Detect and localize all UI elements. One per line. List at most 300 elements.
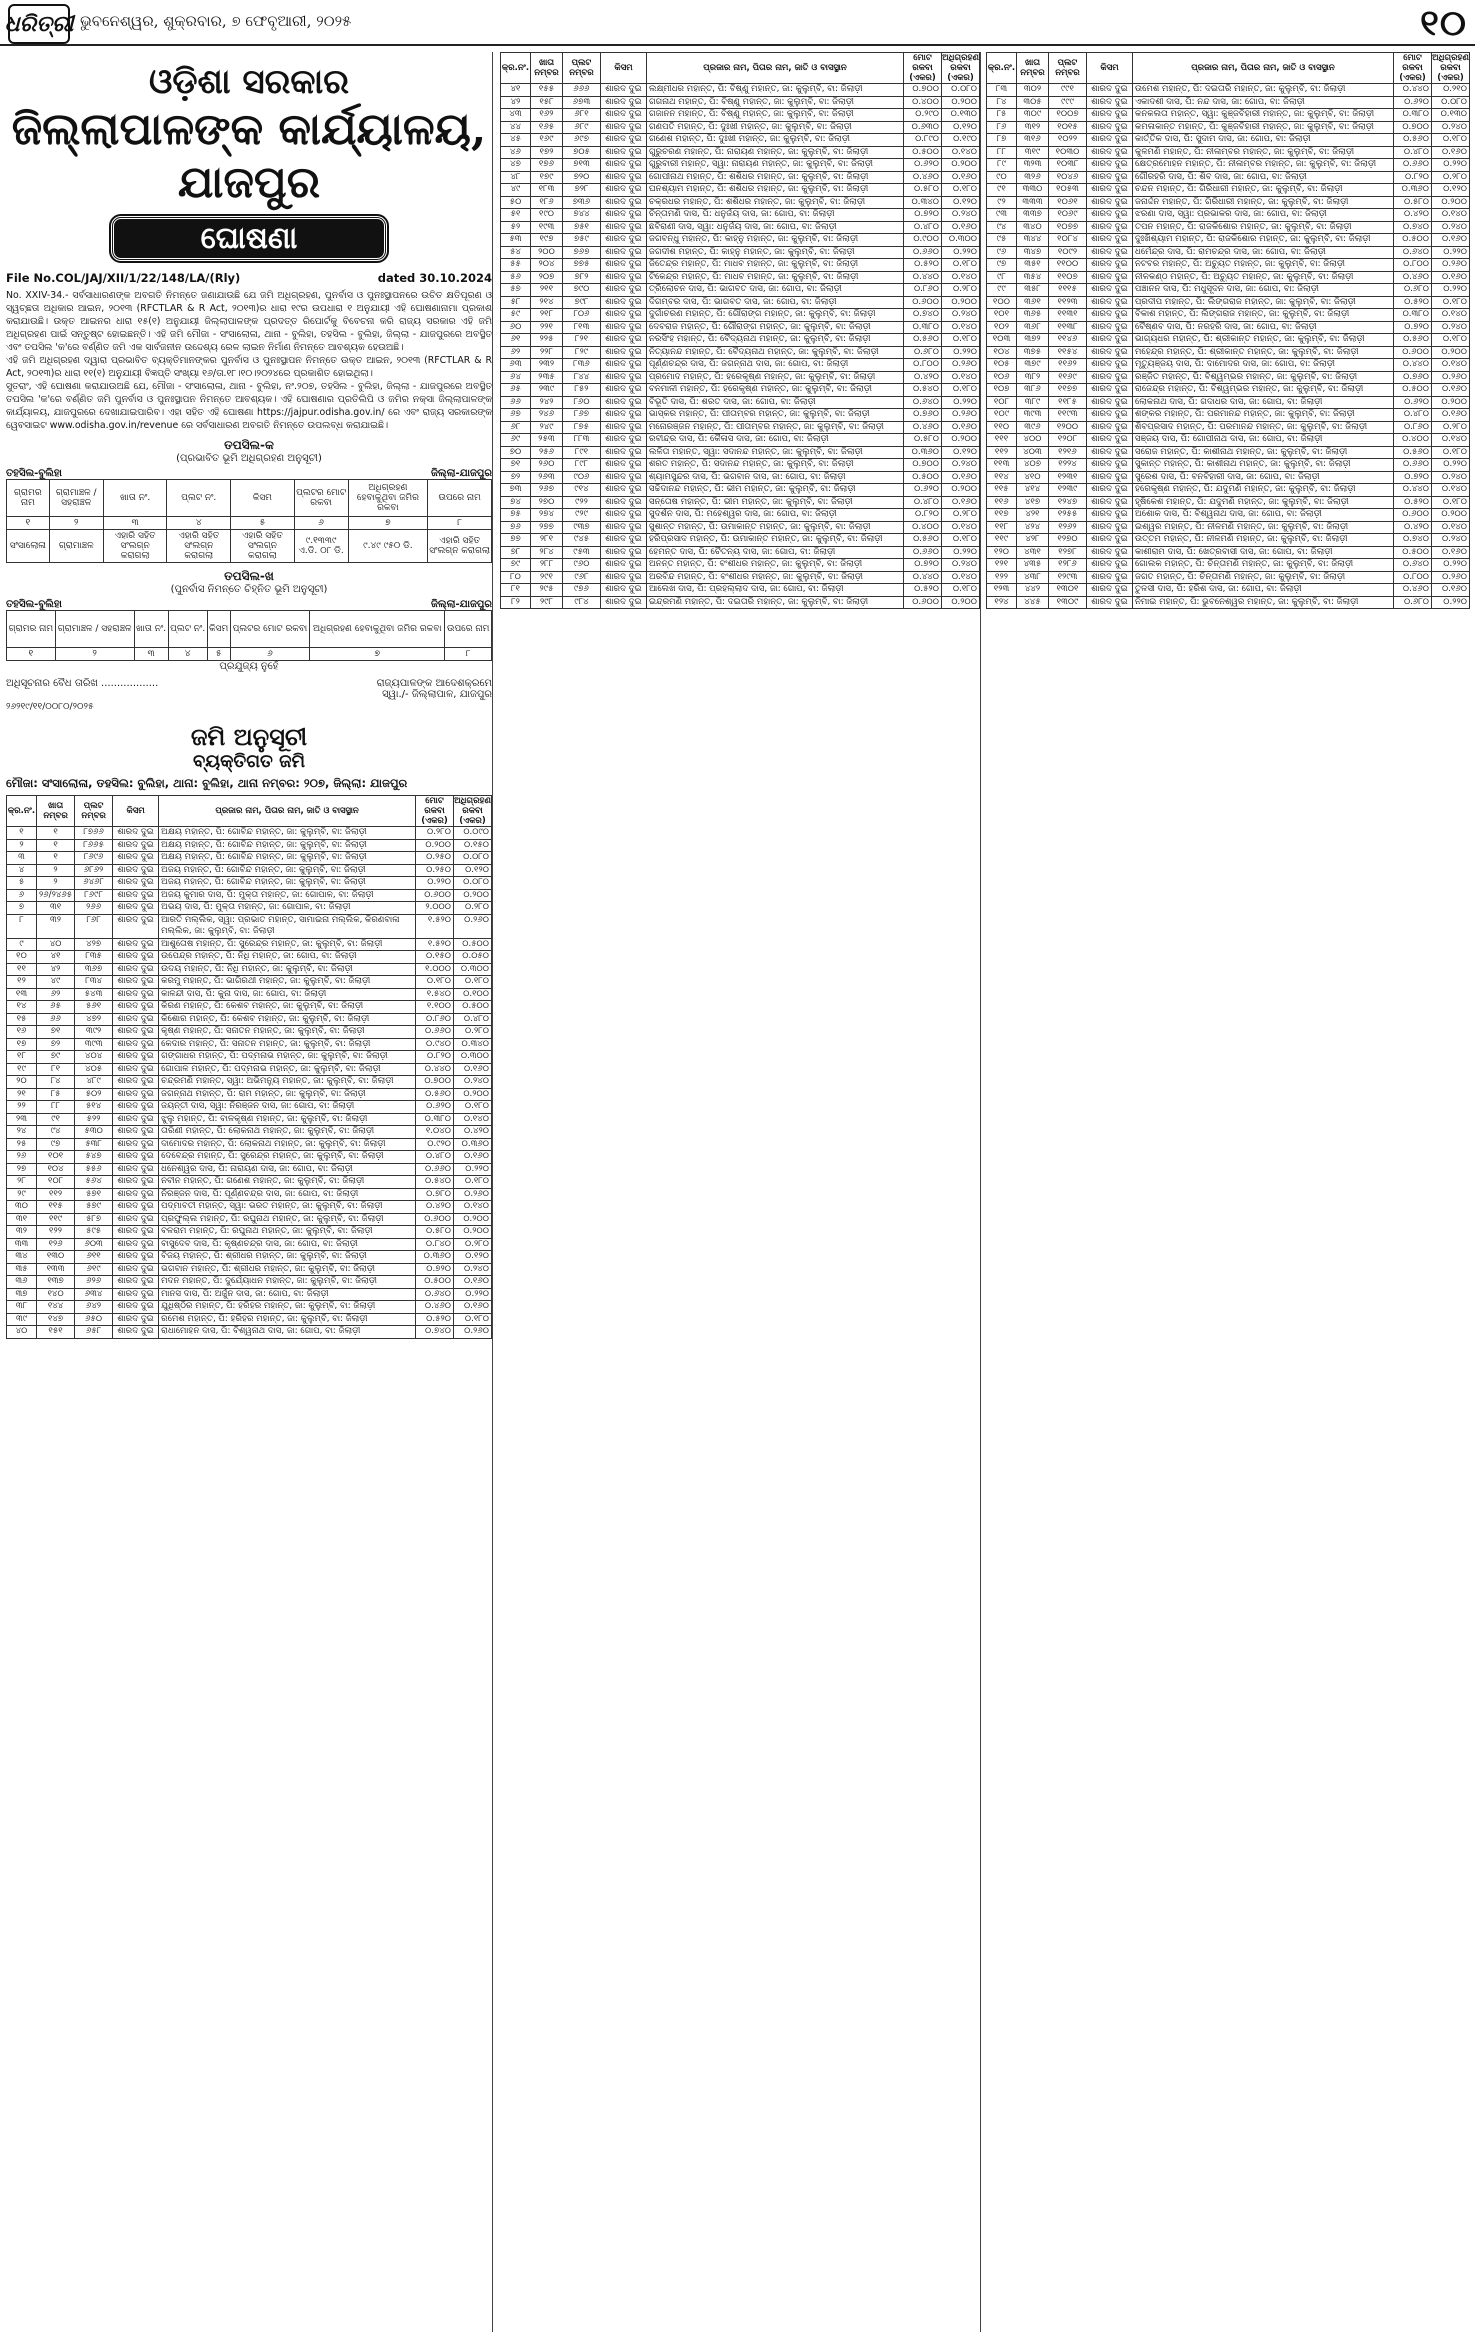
land-cell: ଗୋପୀନାଥ ମହାନ୍ତ, ପି: ଶଶିଧର ମହାନ୍ତ, ଜା: କୁଲୁମ୍ବି, ବା: ଜିଲାଡ଼ୀ bbox=[647, 171, 904, 184]
land-cell: ୧୦୦ bbox=[987, 296, 1017, 309]
land-cell: କାର୍ତ୍ତିକ ଦାସ, ପି: ସୁଦାମ ଦାସ, ଜା: ଗୋପ, ବା: ଜିଲାଡ଼ୀ bbox=[1133, 134, 1394, 147]
land-row bbox=[7, 1101, 492, 1114]
land-cell: ଗଣପତି ମହାନ୍ତ, ପି: ଦୁଃଖୀ ମହାନ୍ତ, ଜା: କୁଲୁମ୍ବି, ବା: ଜିଲାଡ଼ୀ bbox=[647, 121, 904, 134]
land-cell: ୮୨ bbox=[501, 596, 531, 609]
land-row bbox=[501, 271, 980, 284]
land-cell: ୯୨୯ bbox=[563, 509, 601, 522]
land-row bbox=[7, 1001, 492, 1014]
land-cell: ଶାରଦ ଦୁଇ bbox=[601, 596, 647, 609]
land-cell: ଝରଣା ଦାସ, ସ୍ୱା: ପ୍ରଭାକର ଦାସ, ଜା: ଗୋପ, ବା: ଜିଲାଡ଼ୀ bbox=[1133, 209, 1394, 222]
land-cell: ୧୮ bbox=[7, 1051, 37, 1064]
land-cell: ଇଶ୍ୱର ମହାନ୍ତ, ପି: ନୀଳମଣି ମହାନ୍ତ, ଜା: କୁଲୁମ୍ବି, ବା: ଜିଲାଡ଼ୀ bbox=[1133, 521, 1394, 534]
land-cell: ୫୯ bbox=[501, 309, 531, 322]
land-cell: ୧୫୧ bbox=[37, 1326, 75, 1339]
land-cell: ୦.୧୬୦ bbox=[1432, 146, 1470, 159]
land-row bbox=[987, 196, 1470, 209]
land-row bbox=[987, 259, 1470, 272]
land-cell: ୦.୩୦୦ bbox=[454, 963, 492, 976]
land-cell: ୦.୨୪୦ bbox=[1432, 471, 1470, 484]
land-cell: ଅକ୍ଷୟ ମହାନ୍ତ, ପି: ଗୋବିନ୍ଦ ମହାନ୍ତ, ଜା: କୁଲୁମ୍ବି, ବା: ଜିଲାଡ଼ୀ bbox=[159, 852, 416, 865]
land-row bbox=[7, 1213, 492, 1226]
land-cell: ଶାରଦ ଦୁଇ bbox=[601, 346, 647, 359]
land-cell: ୫୮୭ bbox=[75, 1213, 113, 1226]
land-cell: ଦିଗମ୍ବର ଦାସ, ପି: ଭାଗବତ ଦାସ, ଜା: ଗୋପ, ବା: ଜିଲାଡ଼ୀ bbox=[647, 296, 904, 309]
table-header-row bbox=[7, 480, 492, 517]
reference-number: ୨୬୨୧୯/୧୧/୦୦୮୦/୨୦୨୫ bbox=[6, 702, 94, 712]
land-cell: ୬୦ bbox=[501, 321, 531, 334]
land-cell: ୮୫ bbox=[37, 1088, 75, 1101]
land-cell: ଶାରଦ ଦୁଇ bbox=[113, 1251, 159, 1264]
land-cell: ୭୨୮ bbox=[563, 184, 601, 197]
land-cell: ୦.୯୨୦ bbox=[416, 1138, 454, 1151]
land-cell: ୦.୨୪୦ bbox=[454, 1076, 492, 1089]
land-cell: ୮୫୨ bbox=[563, 384, 601, 397]
land-cell: ୦.୭୦୦ bbox=[904, 84, 942, 97]
land-cell: ୦.୧୮୦ bbox=[454, 1101, 492, 1114]
land-row bbox=[501, 96, 980, 109]
land-cell: ୯୪ bbox=[37, 1126, 75, 1139]
land-cell: ୪୦୪ bbox=[75, 1051, 113, 1064]
land-cell: ୨୧୮ bbox=[531, 309, 563, 322]
land-cell: ୦.୧୪୦ bbox=[942, 146, 980, 159]
land-cell: ୫୪ bbox=[501, 246, 531, 259]
land-cell: କାଶୀରାମ ଦାସ, ପି: ଖେତ୍ରବାସୀ ଦାସ, ଜା: ଗୋପ, ବା: ଜିଲାଡ଼ୀ bbox=[1133, 546, 1394, 559]
land-cell: ଆରତି ମଲ୍ଲିକ, ସ୍ୱା: ପ୍ରଭାତ ମହାନ୍ତ, ସାମାଇନା ମଲ୍ଲିକ, କିରଣବାଳା ମଲ୍ଲିକ, ଜା: କୁଲୁମ୍ବି, ବା: ଜିଲାଡ଼ୀ bbox=[159, 914, 416, 938]
land-cell: ୫୪୭ bbox=[75, 1151, 113, 1164]
column-header: ଖାତା ନଂ. bbox=[134, 611, 168, 648]
land-cell: ଅଭୟ ଦାସ, ପି: ମୁକ୍ତା ମହାନ୍ତ, ଜା: ଗୋପାଳ, ବା: ଜିଲାଡ଼ୀ bbox=[159, 902, 416, 915]
signature-line-1: ରାଜ୍ୟପାଳଙ୍କ ଆଦେଶକ୍ରମେ bbox=[376, 678, 492, 689]
column-header: ପ୍ଲଟ ନଂ. bbox=[167, 480, 231, 517]
land-cell: ୦.୨୪୦ bbox=[942, 559, 980, 572]
land-row bbox=[987, 146, 1470, 159]
land-cell: ୧୨୦ bbox=[987, 546, 1017, 559]
land-cell: ୦.୨୨୦ bbox=[1432, 159, 1470, 172]
land-cell: ୨୪୬ bbox=[531, 409, 563, 422]
land-row bbox=[987, 321, 1470, 334]
land-cell: ୧୯୦ bbox=[531, 209, 563, 222]
land-cell: ୨୪୯ bbox=[531, 421, 563, 434]
land-row bbox=[7, 864, 492, 877]
land-cell: ୯୯ bbox=[987, 284, 1017, 297]
land-cell: ୦.୬୦୦ bbox=[1394, 346, 1432, 359]
land-cell: ୪୧ bbox=[37, 951, 75, 964]
land-cell: ଶାରଦ ଦୁଇ bbox=[1087, 259, 1133, 272]
land-cell: ଶାରଦ ଦୁଇ bbox=[1087, 109, 1133, 122]
land-cell: ୪୬ bbox=[501, 146, 531, 159]
land-row bbox=[501, 446, 980, 459]
land-row bbox=[501, 409, 980, 422]
land-cell: ୫ bbox=[7, 877, 37, 890]
land-cell: ଶାରଦ ଦୁଇ bbox=[113, 852, 159, 865]
land-cell: ଶାରଦ ଦୁଇ bbox=[601, 571, 647, 584]
land-cell: ୦.୬୨୦ bbox=[904, 159, 942, 172]
land-cell: ଶାରଦ ଦୁଇ bbox=[113, 839, 159, 852]
land-row bbox=[987, 221, 1470, 234]
land-cell: ଶାରଦ ଦୁଇ bbox=[1087, 484, 1133, 497]
file-date: dated 30.10.2024 bbox=[377, 271, 492, 285]
land-cell: ୮୩୪ bbox=[75, 976, 113, 989]
land-cell: ୦.୮୨୦ bbox=[416, 1051, 454, 1064]
land-cell: ପ୍ରଦୀପ ମହାନ୍ତ, ପି: ଲିଙ୍ଗରାଜ ମହାନ୍ତ, ଜା: କୁଲୁମ୍ବି, ବା: ଜିଲାଡ଼ୀ bbox=[1133, 296, 1394, 309]
land-cell: ୯୯୧ bbox=[1049, 84, 1087, 97]
land-cell: ୦.୨୨୦ bbox=[942, 346, 980, 359]
land-cell: ଶାରଦ ଦୁଇ bbox=[113, 963, 159, 976]
land-cell: ୦.୨୬୦ bbox=[942, 409, 980, 422]
land-column-3 bbox=[986, 52, 1470, 2332]
column-number: ୧ bbox=[7, 648, 56, 661]
land-cell: ନରସିଂହ ମହାନ୍ତ, ପି: ବୈଦ୍ୟନାଥ ମହାନ୍ତ, ଜା: କୁଲୁମ୍ବି, ବା: ଜିଲାଡ଼ୀ bbox=[647, 334, 904, 347]
land-cell: ଶାରଦ ଦୁଇ bbox=[113, 1288, 159, 1301]
land-cell: ୪୮ bbox=[501, 171, 531, 184]
notice-body: No. XXIV-34.- ସର୍ବସାଧାରଣଙ୍କ ଅବଗତି ନିମନ୍ତେ ଜଣାଯାଉଛି ଯେ ଜମି ଅଧିଗ୍ରହଣ, ପୁନର୍ବାସ ଓ ପୁନଃସ୍ଥାପନରେ ଉଚିତ କ୍ଷତିପୂରଣ ଓ ସ୍ୱଚ୍ଛତା ଅଧିକାର ଆଇନ, ୨୦୧୩ (RFCTLAR & R Act, ୨୦୧୩)ର ଧାରା ୧୯ର ଉପଧାରା ୧ ଅନୁଯାୟୀ ଏହି ଘୋଷଣାନାମା ପ୍ରକାଶ କରାଯାଉଛି। ଉକ୍ତ ଆଇନର ଧାରା ୧୫(୧) ଅନୁଯାୟୀ ଜିଲ୍ଲାପାଳଙ୍କ ପ୍ରଦତ୍ତ ରିପୋର୍ଟକୁ ବିବେଚନା କରି ରାଜ୍ୟ ସରକାର ଏହି ଜମି ଅଧିଗ୍ରହଣ ପାଇଁ ସନ୍ତୁଷ୍ଟ ହୋଇଛନ୍ତି। ଏହି ଜମି ମୌଜା - ସଂସାଲୋଳା, ଥାନା - ବୁଲିହା, ତହସିଲ - ବୁଲିହା, ଜିଲ୍ଲା - ଯାଜପୁରରେ ଅବସ୍ଥିତ ଏବଂ ତପସିଲ 'କ'ରେ ବର୍ଣ୍ଣିତ ଜମି ଏକ ସାର୍ବଜନୀନ ଉଦ୍ଦେଶ୍ୟ ରେଳ ଲାଇନ ନିର୍ମାଣ ନିମନ୍ତେ ଆବଶ୍ୟକ ହେଉଅଛି। ଏହି ଜମି ଅଧିଗ୍ରହଣ ଦ୍ୱାରା ପ୍ରଭାବିତ ବ୍ୟକ୍ତିମାନଙ୍କର ପୁନର୍ବାସ ଓ ପୁନଃସ୍ଥାପନ ନିମନ୍ତେ ଉକ୍ତ ଆଇନ, ୨୦୧୩ (RFCTLAR & R Act, ୨୦୧୩)ର ଧାରା ୧୧(୧) ଅନୁଯାୟୀ ବିଜ୍ଞପ୍ତି ସଂଖ୍ୟା ୧୬/ତା.୧୮।୧୦।୨୦୨୪ରେ ପ୍ରକାଶିତ ହୋଇଥିଲା। ସୁତରାଂ, ଏହି ଘୋଷଣା କରାଯାଉଅଛି ଯେ, ମୌଜା - ସଂସାଲୋଳା, ଥାନା - ବୁଲିହା, ନଂ.୨୦୭, ତହସିଲ - ବୁଲିହା, ଜିଲ୍ଲା - ଯାଜପୁରରେ ଅବସ୍ଥିତ ତପସିଲ 'କ'ରେ ବର୍ଣ୍ଣିତ ଜମି ପୁନର୍ବାସ ଓ ପୁନଃସ୍ଥାପନ ନିମନ୍ତେ ଆବଶ୍ୟକ। ଏହି ଘୋଷଣାର ପ୍ରତିଲିପି ଓ ଜମିର ନକ୍ସା ଜିଲ୍ଲାପାଳଙ୍କ କାର୍ଯ୍ୟାଳୟ, ଯାଜପୁରରେ ଦେଖାଯାଇପାରିବ। ଏହା ସହିତ ଏହି ଘୋଷଣା https://jajpur.odisha.gov.in/ ରେ ଏବଂ ରାଜ୍ୟ ସରକାରଙ୍କ ୱେବସାଇଟ www.odisha.gov.in/revenue ରେ ସର୍ବସାଧାରଣ ଅବଗତି ନିମନ୍ତେ ଉପଲବ୍ଧ କରାଯାଇଛି। bbox=[6, 290, 492, 431]
land-cell: ୦.୧୮୦ bbox=[942, 334, 980, 347]
column-header: ଅଧିଗ୍ରହଣ ହେବାକୁଥିବା ଜମିର ରକବା bbox=[348, 480, 428, 517]
land-row bbox=[987, 134, 1470, 147]
land-cell: ୧୧୨ bbox=[37, 1188, 75, 1201]
land-cell: ଗୁରୁବାରୀ ମହାନ୍ତ, ସ୍ୱା: ନାରାୟଣ ମହାନ୍ତ, ଜା: କୁଲୁମ୍ବି, ବା: ଜିଲାଡ଼ୀ bbox=[647, 159, 904, 172]
schedule-b-labels bbox=[6, 599, 492, 610]
land-cell: ୨୨୮ bbox=[531, 346, 563, 359]
land-cell: ୬୩ bbox=[501, 359, 531, 372]
land-cell: ୦.୩୦୦ bbox=[454, 1051, 492, 1064]
land-column-header: ଖାତା ନମ୍ବର bbox=[1017, 53, 1049, 84]
land-cell: ଉଦୟ ମହାନ୍ତ, ପି: ନିଧି ମହାନ୍ତ, ଜା: କୁଲୁମ୍ବି, ବା: ଜିଲାଡ଼ୀ bbox=[159, 963, 416, 976]
land-cell: ୦.୬୬୦ bbox=[416, 1163, 454, 1176]
land-row bbox=[501, 484, 980, 497]
land-cell: ୪୫ bbox=[501, 134, 531, 147]
land-cell: କୁଳମଣି ମହାନ୍ତ, ପି: ନୀଳାମ୍ବର ମହାନ୍ତ, ଜା: କୁଲୁମ୍ବି, ବା: ଜିଲାଡ଼ୀ bbox=[1133, 146, 1394, 159]
land-cell: ଶାରଦ ଦୁଇ bbox=[113, 1013, 159, 1026]
land-cell: ଶାରଦ ଦୁଇ bbox=[601, 546, 647, 559]
land-cell: ୧୧୯ bbox=[987, 534, 1017, 547]
land-cell: ୪୯ bbox=[37, 976, 75, 989]
land-cell: ଶାରଦ ଦୁଇ bbox=[601, 421, 647, 434]
land-row bbox=[501, 221, 980, 234]
land-cell: ୦.୫୨୦ bbox=[416, 1313, 454, 1326]
land-cell: ୭୨୦ bbox=[563, 171, 601, 184]
land-cell: ୧୨୦୦ bbox=[1049, 421, 1087, 434]
land-cell: ୦.୨୫୦ bbox=[416, 864, 454, 877]
land-cell: ୨୭୦ bbox=[531, 496, 563, 509]
land-cell: ୧ bbox=[37, 839, 75, 852]
land-row bbox=[7, 914, 492, 938]
land-row bbox=[987, 421, 1470, 434]
land-cell: ୧୬୨ bbox=[531, 109, 563, 122]
land-cell: ସୁଦର୍ଶନ ଦାସ, ପି: ମହେଶ୍ୱର ଦାସ, ଜା: ଗୋପ, ବା: ଜିଲାଡ଼ୀ bbox=[647, 509, 904, 522]
land-cell: ୧୧୦୦ bbox=[1049, 259, 1087, 272]
land-row bbox=[501, 396, 980, 409]
land-cell: ଦେବରାଜ ମହାନ୍ତ, ପି: ଗୌରାଙ୍ଗ ମହାନ୍ତ, ଜା: କୁଲୁମ୍ବି, ବା: ଜିଲାଡ଼ୀ bbox=[647, 321, 904, 334]
land-cell: ୬୬୬ bbox=[563, 84, 601, 97]
land-cell: କିରଣ ମହାନ୍ତ, ପି: କେଶବ ମହାନ୍ତ, ଜା: କୁଲୁମ୍ବି, ବା: ଜିଲାଡ଼ୀ bbox=[159, 1001, 416, 1014]
land-cell: ୦.୫୬୦ bbox=[416, 1088, 454, 1101]
land-cell: ଶାରଦ ଦୁଇ bbox=[113, 1113, 159, 1126]
land-cell: ୦.୧୨୦ bbox=[454, 864, 492, 877]
land-cell: ୦.୩୬୦ bbox=[904, 446, 942, 459]
land-cell: ଶାରଦ ଦୁଇ bbox=[601, 396, 647, 409]
land-cell: ୨୦୦ bbox=[531, 246, 563, 259]
land-cell: ରମେଶ ମହାନ୍ତ, ପି: ହରିହର ମହାନ୍ତ, ଜା: କୁଲୁମ୍ବି, ବା: ଜିଲାଡ଼ୀ bbox=[159, 1313, 416, 1326]
land-cell: ୩୦୯ bbox=[1017, 109, 1049, 122]
land-cell: ୦.୪୮୦ bbox=[1394, 146, 1432, 159]
newspaper-logo: ଧରିତ୍ରୀ bbox=[8, 4, 70, 44]
land-cell: ୬୯ bbox=[501, 434, 531, 447]
land-cell: ଶାରଦ ଦୁଇ bbox=[601, 359, 647, 372]
land-row bbox=[501, 171, 980, 184]
land-cell: ୯୪୫ bbox=[563, 534, 601, 547]
land-cell: ୧୩୦୯ bbox=[1049, 596, 1087, 609]
land-cell: ୧୫ bbox=[7, 1013, 37, 1026]
land-cell: ୧୦୧ bbox=[987, 309, 1017, 322]
land-cell: ୦.୮୬୦ bbox=[416, 1013, 454, 1026]
land-cell: ୧୦୮୪ bbox=[1049, 234, 1087, 247]
land-cell: ୩୧ bbox=[7, 1213, 37, 1226]
land-cell: ୦.୧୩୦ bbox=[942, 109, 980, 122]
land-cell: ୭୭୫ bbox=[563, 259, 601, 272]
land-cell: ୮୩ bbox=[987, 84, 1017, 97]
land-cell: ୧୧୨୩ bbox=[1049, 296, 1087, 309]
land-cell: ଶାରଦ ଦୁଇ bbox=[113, 889, 159, 902]
land-row bbox=[987, 271, 1470, 284]
land-cell: ୪୯ bbox=[501, 184, 531, 197]
land-cell: ୬୫ bbox=[501, 384, 531, 397]
land-cell: ଶାରଦ ଦୁଇ bbox=[113, 1176, 159, 1189]
land-row bbox=[987, 346, 1470, 359]
land-row bbox=[987, 471, 1470, 484]
land-cell: ଶାରଦ ଦୁଇ bbox=[601, 334, 647, 347]
land-cell: ୦.୨୨୦ bbox=[1432, 284, 1470, 297]
schedule-b-tahasil: ତହସିଲ-ବୁଲିହା bbox=[6, 599, 62, 610]
land-cell: ୮୮୩ bbox=[563, 434, 601, 447]
column-number: ୪ bbox=[168, 648, 207, 661]
land-row bbox=[501, 246, 980, 259]
land-cell: ୦.୧୮୦ bbox=[454, 976, 492, 989]
land-cell: ୭୦୫ bbox=[563, 146, 601, 159]
land-cell: ଗଙ୍ଗାଧର ମହାନ୍ତ, ପି: ପଦ୍ମନାଭ ମହାନ୍ତ, ଜା: କୁଲୁମ୍ବି, ବା: ଜିଲାଡ଼ୀ bbox=[159, 1051, 416, 1064]
land-cell: ୨୭୪ bbox=[531, 509, 563, 522]
land-cell: ୦.୨୫୦ bbox=[416, 852, 454, 865]
land-cell: ୧୧୯୩ bbox=[1049, 409, 1087, 422]
land-column-header: ମୋଟ ରକବା (ଏକର) bbox=[1394, 53, 1432, 84]
land-cell: ପଞ୍ଚାନନ ଦାସ, ପି: ମଧୁସୂଦନ ଦାସ, ଜା: ଗୋପ, ବା: ଜିଲାଡ଼ୀ bbox=[1133, 284, 1394, 297]
land-cell: ନିମାଇ ମହାନ୍ତ, ପି: ଭୁବନେଶ୍ୱର ମହାନ୍ତ, ଜା: କୁଲୁମ୍ବି, ବା: ଜିଲାଡ଼ୀ bbox=[1133, 596, 1394, 609]
land-cell: ୮୧ bbox=[37, 1063, 75, 1076]
land-cell: ଧନେଶ୍ୱର ଦାସ, ପି: ନାରାୟଣ ଦାସ, ଜା: ଗୋପ, ବା: ଜିଲାଡ଼ୀ bbox=[159, 1163, 416, 1176]
land-cell: ୦.୨୪୦ bbox=[1432, 321, 1470, 334]
land-cell: ଜଗନ୍ନାଥ ମହାନ୍ତ, ପି: ରାମ ମହାନ୍ତ, ଜା: କୁଲୁମ୍ବି, ବା: ଜିଲାଡ଼ୀ bbox=[159, 1088, 416, 1101]
land-cell: ୨ bbox=[37, 877, 75, 890]
land-cell: ୦.୧୨୦ bbox=[454, 1251, 492, 1264]
land-cell: ୧୦୩୦ bbox=[1049, 146, 1087, 159]
land-cell: ଶାରଦ ଦୁଇ bbox=[113, 877, 159, 890]
land-cell: ଶିବପ୍ରସାଦ ମହାନ୍ତ, ପି: ପରମାନନ୍ଦ ମହାନ୍ତ, ଜା: କୁଲୁମ୍ବି, ବା: ଜିଲାଡ଼ୀ bbox=[1133, 421, 1394, 434]
column-number: ୭ bbox=[310, 648, 445, 661]
land-cell: ୨୬୬ bbox=[75, 902, 113, 915]
land-cell: ୩୭୨ bbox=[1017, 334, 1049, 347]
land-cell: ୦.୨୦୦ bbox=[942, 596, 980, 609]
land-cell: ୦.୫୬୦ bbox=[904, 534, 942, 547]
land-cell: ରଞ୍ଜିତ ମହାନ୍ତ, ପି: ବିଶ୍ୱମ୍ଭର ମହାନ୍ତ, ଜା: କୁଲୁମ୍ବି, ବା: ଜିଲାଡ଼ୀ bbox=[1133, 371, 1394, 384]
land-cell: ୧ bbox=[37, 852, 75, 865]
land-cell: ୮ bbox=[7, 914, 37, 938]
land-cell: ୦.୪୮୦ bbox=[904, 221, 942, 234]
land-cell: ୦.୧୪୦ bbox=[942, 371, 980, 384]
land-cell: ଏକାଦଶୀ ଦାସ, ପି: ନନ୍ଦ ଦାସ, ଜା: ଗୋପ, ବା: ଜିଲାଡ଼ୀ bbox=[1133, 96, 1394, 109]
land-cell: ୮୬୬୫ bbox=[75, 839, 113, 852]
land-cell: ୦.୧୬୦ bbox=[1432, 409, 1470, 422]
land-cell: ଶରତ ମହାନ୍ତ, ପି: ସଦାନନ୍ଦ ମହାନ୍ତ, ଜା: କୁଲୁମ୍ବି, ବା: ଜିଲାଡ଼ୀ bbox=[647, 459, 904, 472]
land-cell: ଶାରଦ ଦୁଇ bbox=[601, 584, 647, 597]
land-cell: ଶାରଦ ଦୁଇ bbox=[1087, 459, 1133, 472]
land-cell: ୧୧୪ bbox=[987, 471, 1017, 484]
land-cell: ୧୭୯ bbox=[531, 171, 563, 184]
land-cell: ୦.୫୦୦ bbox=[1394, 234, 1432, 247]
land-cell: ଶାରଦ ଦୁଇ bbox=[113, 1313, 159, 1326]
land-cell: ଜଗଦୀଶ ମହାନ୍ତ, ପି: କାହ୍ନୁ ମହାନ୍ତ, ଜା: କୁଲୁମ୍ବି, ବା: ଜିଲାଡ଼ୀ bbox=[647, 246, 904, 259]
land-cell: ଶାରଦ ଦୁଇ bbox=[1087, 571, 1133, 584]
land-cell: ୨୬/୨୪୬୫ bbox=[37, 889, 75, 902]
land-cell: ୬୨ bbox=[37, 988, 75, 1001]
land-cell: ୩୧୯ bbox=[1017, 146, 1049, 159]
land-cell: ୦.୨୪୦ bbox=[1432, 534, 1470, 547]
land-cell: ୨୦୭ bbox=[531, 271, 563, 284]
land-cell: ୦.୮୦୦ bbox=[1394, 571, 1432, 584]
land-cell: ୩୭୯ bbox=[1017, 359, 1049, 372]
land-row bbox=[987, 159, 1470, 172]
land-cell: ୩୬୫ bbox=[1017, 309, 1049, 322]
land-row bbox=[7, 1013, 492, 1026]
land-cell: ୦.୬୬୦ bbox=[904, 246, 942, 259]
land-cell: ୯୫୩ bbox=[563, 546, 601, 559]
land-cell: ୧୦୧୫ bbox=[1049, 121, 1087, 134]
land-cell: ୦.୦୯୦ bbox=[454, 827, 492, 840]
land-row bbox=[7, 976, 492, 989]
land-column-header: କ୍ର.ନଂ. bbox=[501, 53, 531, 84]
land-cell: ୦.୨୬୦ bbox=[454, 1326, 492, 1339]
notice-footer bbox=[6, 678, 492, 700]
land-cell: ୯୯୯ bbox=[1049, 96, 1087, 109]
masthead bbox=[0, 0, 1475, 46]
land-cell: ୯୭ bbox=[37, 1138, 75, 1151]
land-cell: ୨୭୭ bbox=[531, 521, 563, 534]
land-cell: ୮୬ bbox=[987, 121, 1017, 134]
land-cell: ୦.୬୮୦ bbox=[1394, 284, 1432, 297]
land-row bbox=[501, 471, 980, 484]
land-cell: ୫୫୬ bbox=[75, 1163, 113, 1176]
land-cell: ଶାରଦ ଦୁଇ bbox=[1087, 346, 1133, 359]
land-row bbox=[7, 988, 492, 1001]
land-cell: ଶଙ୍କର ମହାନ୍ତ, ପି: ପରମାନନ୍ଦ ମହାନ୍ତ, ଜା: କୁଲୁମ୍ବି, ବା: ଜିଲାଡ଼ୀ bbox=[1133, 409, 1394, 422]
land-cell: ୪୪ bbox=[501, 121, 531, 134]
land-cell: ୧୨୯୩ bbox=[1049, 571, 1087, 584]
land-row bbox=[987, 384, 1470, 397]
land-cell: ୨୯ bbox=[7, 1188, 37, 1201]
land-cell: ୧୦୬୧ bbox=[1049, 196, 1087, 209]
land-cell: ୦.୨୮୦ bbox=[942, 509, 980, 522]
land-cell: ୧.୫୪୦ bbox=[416, 988, 454, 1001]
land-cell: ୦.୧୦୦ bbox=[454, 988, 492, 1001]
land-table-col3 bbox=[986, 52, 1470, 609]
land-cell: ୧୪ bbox=[7, 1001, 37, 1014]
land-cell: ୭୯୮ bbox=[563, 296, 601, 309]
land-cell: ଶାରଦ ଦୁଇ bbox=[1087, 234, 1133, 247]
notice-column bbox=[6, 52, 493, 2332]
land-cell: ପଦ୍ମାବତୀ ମହାନ୍ତ, ସ୍ୱା: ଭରତ ମହାନ୍ତ, ଜା: କୁଲୁମ୍ବି, ବା: ଜିଲାଡ଼ୀ bbox=[159, 1201, 416, 1214]
land-cell: ଗଜାନନ ମହାନ୍ତ, ପି: ବିଷ୍ଣୁ ମହାନ୍ତ, ଜା: କୁଲୁମ୍ବି, ବା: ଜିଲାଡ଼ୀ bbox=[647, 109, 904, 122]
land-cell: ୦.୧୪୦ bbox=[454, 1201, 492, 1214]
land-cell: ୦.୨୨୦ bbox=[942, 546, 980, 559]
land-cell: ୩୮୯ bbox=[1017, 396, 1049, 409]
land-cell: ମଦନ ମହାନ୍ତ, ପି: ଦୁର୍ଯ୍ୟୋଧନ ମହାନ୍ତ, ଜା: କୁଲୁମ୍ବି, ବା: ଜିଲାଡ଼ୀ bbox=[159, 1276, 416, 1289]
land-cell: ୦.୫୬୦ bbox=[1394, 334, 1432, 347]
land-cell: ଶାରଦ ଦୁଇ bbox=[601, 159, 647, 172]
land-cell: ୫୯୫ bbox=[75, 1226, 113, 1239]
land-cell: ଶାରଦ ଦୁଇ bbox=[1087, 396, 1133, 409]
land-cell: ଶାରଦ ଦୁଇ bbox=[601, 446, 647, 459]
land-cell: ୦.୭୦୦ bbox=[416, 1076, 454, 1089]
land-cell: ୦.୫୨୦ bbox=[1394, 296, 1432, 309]
land-cell: ଶାରଦ ଦୁଇ bbox=[1087, 171, 1133, 184]
land-cell: ଶାରଦ ଦୁଇ bbox=[1087, 384, 1133, 397]
dateline: ଭୁବନେଶ୍ୱର, ଶୁକ୍ରବାର, ୭ ଫେବୃଆରୀ, ୨୦୨୫ bbox=[80, 12, 352, 30]
land-cell: ୫୦୨ bbox=[75, 1088, 113, 1101]
land-cell: ୧୦୯୨ bbox=[1049, 246, 1087, 259]
land-row bbox=[987, 121, 1470, 134]
land-row bbox=[987, 571, 1470, 584]
land-cell: ସରୋଜ ମହାନ୍ତ, ପି: କାଶୀନାଥ ମହାନ୍ତ, ଜା: କୁଲୁମ୍ବି, ବା: ଜିଲାଡ଼ୀ bbox=[1133, 446, 1394, 459]
land-cell: ୨୩ bbox=[7, 1113, 37, 1126]
land-cell: ଅକ୍ଷୟ ମହାନ୍ତ, ପି: ଗୋବିନ୍ଦ ମହାନ୍ତ, ଜା: କୁଲୁମ୍ବି, ବା: ଜିଲାଡ଼ୀ bbox=[159, 827, 416, 840]
land-cell: ୬୧୧ bbox=[75, 1251, 113, 1264]
land-cell: ୦.୫୦୦ bbox=[904, 146, 942, 159]
land-cell: ୦.୬୦୦ bbox=[1394, 509, 1432, 522]
table-cell: ଏହାରି ସହିତ ସଂଲଗ୍ନ କରାଗଲା bbox=[103, 530, 167, 563]
land-cell: ୦.୮୪୦ bbox=[416, 1238, 454, 1251]
land-cell: ଶାରଦ ଦୁଇ bbox=[601, 134, 647, 147]
land-cell: ୧୩୦ bbox=[37, 1251, 75, 1264]
land-cell: ୦.୫୦୦ bbox=[1394, 546, 1432, 559]
land-cell: ୦.୨୯୦ bbox=[904, 109, 942, 122]
land-cell: ୦.୫୬୦ bbox=[1394, 134, 1432, 147]
land-cell: ଶାରଦ ଦୁଇ bbox=[601, 196, 647, 209]
land-row bbox=[501, 571, 980, 584]
land-cell: ୮୪୪ bbox=[563, 371, 601, 384]
land-cell: ୦.୧୬୦ bbox=[1432, 271, 1470, 284]
land-cell: ୧୨୧୬ bbox=[1049, 446, 1087, 459]
land-cell: ନିରଞ୍ଜନ ଦାସ, ପି: ପୂର୍ଣ୍ଣଚନ୍ଦ୍ର ଦାସ, ଜା: ଗୋପ, ବା: ଜିଲାଡ଼ୀ bbox=[159, 1188, 416, 1201]
land-cell: ୪୧୦ bbox=[1017, 471, 1049, 484]
land-cell: ୦.୩୬୦ bbox=[454, 1138, 492, 1151]
land-cell: ୦.୨୨୦ bbox=[1432, 596, 1470, 609]
land-cell: ଗୋପାଳ ମହାନ୍ତ, ପି: ପଦ୍ମନାଭ ମହାନ୍ତ, ଜା: କୁଲୁମ୍ବି, ବା: ଜିଲାଡ଼ୀ bbox=[159, 1063, 416, 1076]
land-cell: ୩୪ bbox=[7, 1251, 37, 1264]
land-cell: ୦.୧୬୦ bbox=[942, 496, 980, 509]
land-cell: ୬୭ bbox=[501, 409, 531, 422]
land-row bbox=[501, 296, 980, 309]
land-row bbox=[7, 951, 492, 964]
land-cell: ୦.୧୪୦ bbox=[1432, 521, 1470, 534]
land-schedule-title: ଜମି ଅନୁସୂଚୀ bbox=[190, 722, 308, 751]
land-cell: ଶାରଦ ଦୁଇ bbox=[601, 259, 647, 272]
land-cell: ୧୨୭୮ bbox=[1049, 546, 1087, 559]
land-cell: ନୀଳକଣ୍ଠ ମହାନ୍ତ, ପି: ଅଚ୍ୟୁତ ମହାନ୍ତ, ଜା: କୁଲୁମ୍ବି, ବା: ଜିଲାଡ଼ୀ bbox=[1133, 271, 1394, 284]
land-cell: ୦.୬୦୦ bbox=[904, 596, 942, 609]
land-cell: ୩୭୫ bbox=[1017, 346, 1049, 359]
land-cell: ଶାରଦ ଦୁଇ bbox=[113, 902, 159, 915]
land-cell: ୪୭ bbox=[501, 159, 531, 172]
land-cell: ୩୧୨ bbox=[1017, 121, 1049, 134]
